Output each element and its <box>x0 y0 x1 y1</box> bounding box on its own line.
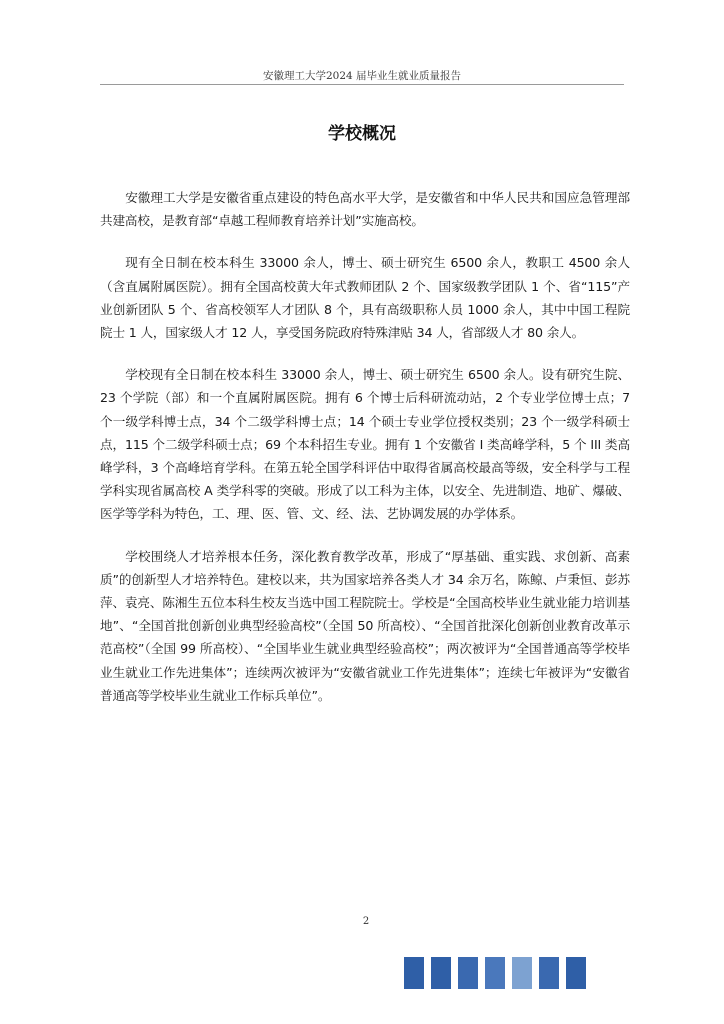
paragraph-disciplines: 学校现有全日制在校本科生 33000 余人，博士、硕士研究生 6500 余人。设有研究生院、23 个学院（部）和一个直属附属医院。拥有 6 个博士后科研流动站，2 个专业学位博士点；7 个一级学科博士点，34 个二级学科博士点；14 个硕士专业学位授权类别；23 个一级学科硕士点，115 个二级学科硕士点；69 个本科招生专业。拥有 1 个安徽省 I 类高峰学科，5 个 III 类高峰学科，3 个高峰培育学科。在第五轮全国学科评估中取得省属高校最高等级，安全科学与工程学科实现省属高校 A 类学科零的突破。形成了以工科为主体，以安全、先进制造、地矿、爆破、医学等学科为特色，工、理、医、管、文、经、法、艺协调发展的办学体系。 <box>100 367 630 522</box>
decorative-bar <box>539 957 559 989</box>
decorative-bar <box>485 957 505 989</box>
decorative-bar <box>431 957 451 989</box>
paragraph-talent-cultivation: 学校围绕人才培养根本任务，深化教育教学改革，形成了“厚基础、重实践、求创新、高素质”的创新型人才培养特色。建校以来，共为国家培养各类人才 34 余万名，陈鲸、卢秉恒、彭苏萍、袁亮、陈湘生五位本科生校友当选中国工程院院士。学校是“全国高校毕业生就业能力培训基地”、“全国首批创新创业典型经验高校”（全国 50 所高校）、“全国首批深化创新创业教育改革示范高校”（全国 99 所高校）、“全国毕业生就业典型经验高校”；两次被评为“全国普通高等学校毕业生就业工作先进集体”；连续两次被评为“安徽省就业工作先进集体”；连续七年被评为“安徽省普通高等学校毕业生就业工作标兵单位”。 <box>100 548 630 703</box>
running-header: 安徽理工大学2024 届毕业生就业质量报告 <box>262 70 462 82</box>
decorative-bars <box>404 957 612 989</box>
decorative-bar <box>458 957 478 989</box>
decorative-bar <box>512 957 532 989</box>
paragraph-intro: 安徽理工大学是安徽省重点建设的特色高水平大学，是安徽省和中华人民共和国应急管理部共建高校，是教育部“卓越工程师教育培养计划”实施高校。 <box>100 190 630 229</box>
body-text <box>100 186 630 726</box>
page-number: 2 <box>362 916 370 927</box>
decorative-bar <box>566 957 586 989</box>
page-title: 学校概况 <box>328 124 396 144</box>
header-divider <box>100 84 624 85</box>
decorative-bar <box>404 957 424 989</box>
paragraph-staff: 现有全日制在校本科生 33000 余人，博士、硕士研究生 6500 余人，教职工 4500 余人（含直属附属医院）。拥有全国高校黄大年式教师团队 2 个、国家级教学团队 1 个、省“115”产业创新团队 5 个、省高校领军人才团队 8 个，具有高级职称人员 1000 余人，其中中国工程院院士 1 人，国家级人才 12 人，享受国务院政府特殊津贴 34 人，省部级人才 80 余人。 <box>100 255 630 341</box>
